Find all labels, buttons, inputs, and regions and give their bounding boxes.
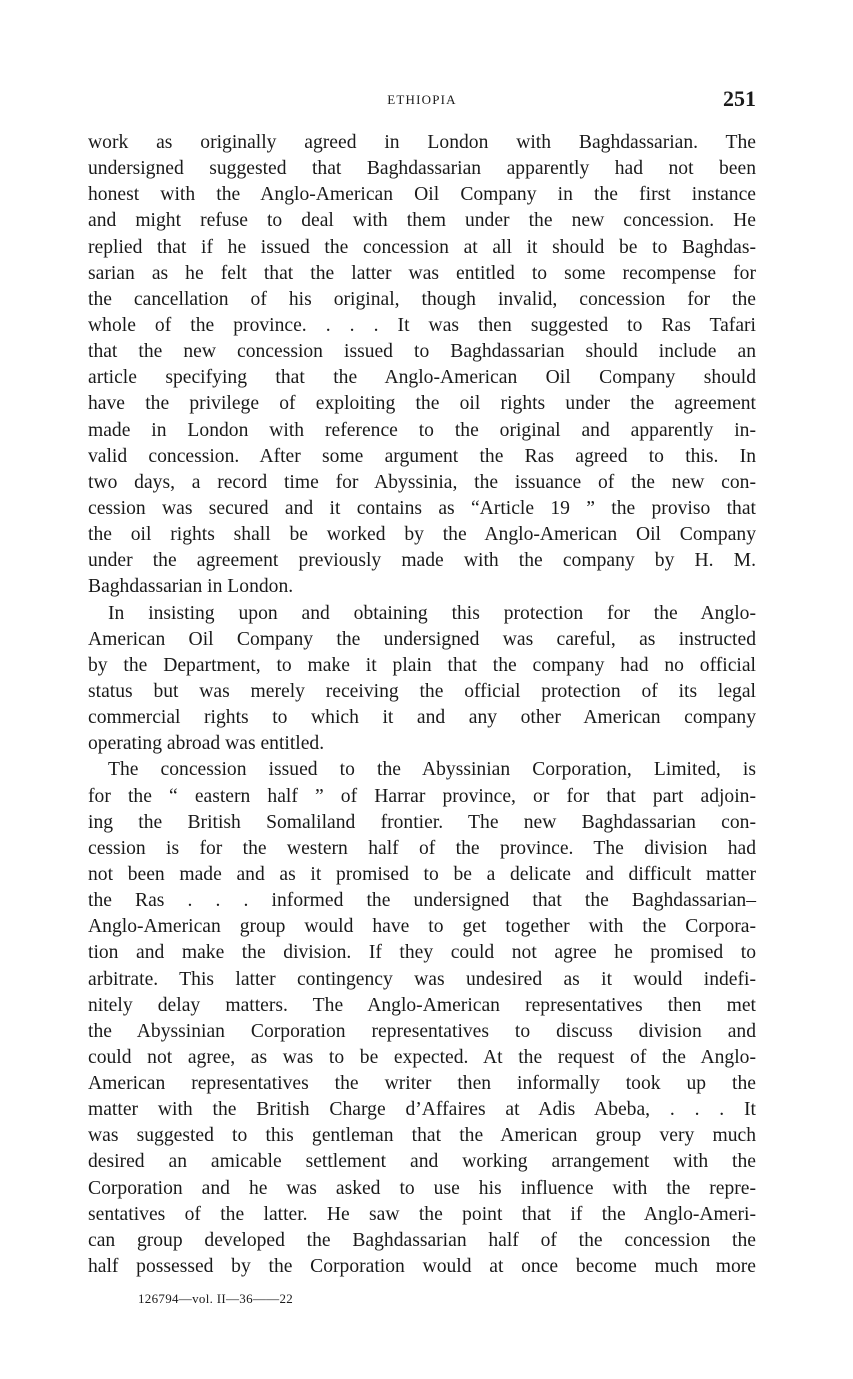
text-line: have the privilege of exploiting the oil rights under the agreement	[88, 393, 756, 415]
paragraph	[88, 130, 756, 601]
text-line: valid concession. After some argument the Ras agreed to this. In	[88, 445, 756, 467]
text-line: by the Department, to make it plain that the company had no official	[88, 654, 756, 676]
text-line: nitely delay matters. The Anglo-American representatives then met	[88, 994, 756, 1016]
text-line: undersigned suggested that Baghdassarian apparently had not been	[88, 158, 756, 180]
running-head	[88, 86, 756, 116]
text-line: Anglo-American group would have to get together with the Corpora-	[88, 916, 756, 938]
text-line: The concession issued to the Abyssinian Corporation, Limited, is	[108, 759, 756, 781]
text-line: matter with the British Charge d’Affaires at Adis Abeba, . . . It	[88, 1099, 756, 1121]
text-line: article specifying that the Anglo-American Oil Company should	[88, 367, 756, 389]
running-title: ETHIOPIA	[387, 92, 457, 107]
text-line: whole of the province. . . . It was then suggested to Ras Tafari	[88, 314, 756, 336]
text-line: the Ras . . . informed the undersigned that the Baghdassarian–	[88, 890, 756, 912]
text-line: made in London with reference to the original and apparently in-	[88, 419, 756, 441]
text-line: the Abyssinian Corporation representatives to discuss division and	[88, 1020, 756, 1042]
page-number: 251	[723, 86, 756, 111]
text-line: cession is for the western half of the province. The division had	[88, 837, 756, 859]
text-line: and might refuse to deal with them under the new concession. He	[88, 210, 756, 232]
text-line: honest with the Anglo-American Oil Company in the first instance	[88, 184, 756, 206]
text-line: sarian as he felt that the latter was entitled to some recompense for	[88, 262, 756, 284]
text-line: Baghdassarian in London.	[88, 576, 294, 598]
text-line: cession was secured and it contains as “Article 19 ” the proviso that	[88, 497, 756, 519]
text-line: the cancellation of his original, though invalid, concession for the	[88, 288, 756, 310]
text-line: commercial rights to which it and any other American company	[88, 707, 756, 729]
text-line: that the new concession issued to Baghdassarian should include an	[88, 341, 756, 363]
text-line: desired an amicable settlement and working arrangement with the	[88, 1151, 756, 1173]
text-line: operating abroad was entitled.	[88, 733, 325, 755]
body-text	[88, 130, 756, 1280]
text-line: arbitrate. This latter contingency was undesired as it would indefi-	[88, 968, 756, 990]
text-line: could not agree, as was to be expected. At the request of the Anglo-	[88, 1046, 756, 1068]
paragraph	[88, 601, 756, 758]
text-line: for the “ eastern half ” of Harrar province, or for that part adjoin-	[88, 785, 756, 807]
text-line: was suggested to this gentleman that the American group very much	[88, 1125, 756, 1147]
printer-footer: 126794—vol. II—36——22	[138, 1291, 294, 1306]
text-line: two days, a record time for Abyssinia, the issuance of the new con-	[88, 471, 756, 493]
text-line: American Oil Company the undersigned was careful, as instructed	[88, 628, 756, 650]
text-line: not been made and as it promised to be a delicate and difficult matter	[88, 863, 756, 885]
text-line: Corporation and he was asked to use his influence with the repre-	[88, 1177, 756, 1199]
text-line: can group developed the Baghdassarian half of the concession the	[88, 1229, 756, 1251]
text-line: ing the British Somaliland frontier. The new Baghdassarian con-	[88, 811, 756, 833]
text-line: under the agreement previously made with the company by H. M.	[88, 550, 756, 572]
text-line: work as originally agreed in London with Baghdassarian. The	[88, 132, 756, 153]
text-line: status but was merely receiving the official protection of its legal	[88, 680, 756, 702]
text-line: half possessed by the Corporation would at once become much more	[88, 1256, 756, 1278]
text-line: In insisting upon and obtaining this protection for the Anglo-	[108, 602, 756, 624]
text-line: American representatives the writer then informally took up the	[88, 1073, 756, 1095]
text-line: replied that if he issued the concession at all it should be to Baghdas-	[88, 236, 756, 258]
text-line: sentatives of the latter. He saw the point that if the Anglo-Ameri-	[88, 1203, 756, 1225]
text-line: the oil rights shall be worked by the Anglo-American Oil Company	[88, 524, 756, 546]
text-line: tion and make the division. If they could not agree he promised to	[88, 942, 756, 964]
paragraph	[88, 757, 756, 1280]
